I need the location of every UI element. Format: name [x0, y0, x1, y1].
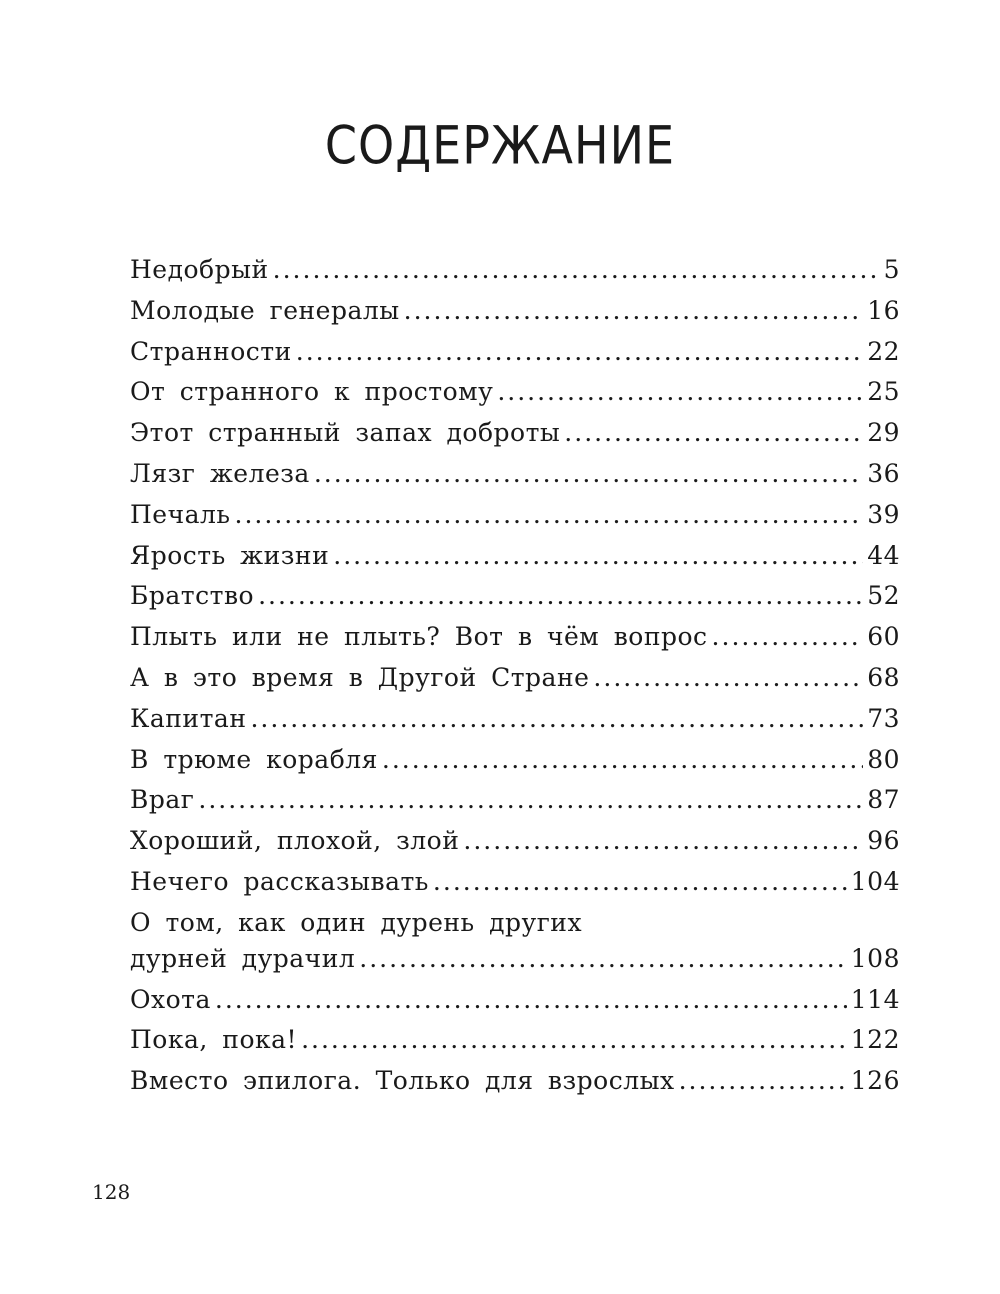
page-number: 128 [92, 1180, 131, 1204]
toc-entry-page: 25 [867, 377, 900, 407]
toc-leader-dots [463, 826, 863, 855]
toc-leader-dots [198, 785, 863, 814]
toc-entry [130, 337, 900, 378]
toc-leader-dots [314, 459, 863, 488]
toc-entry [130, 418, 900, 459]
toc-entry-title: Капитан [130, 703, 247, 733]
toc-entry-title: Плыть или не плыть? Вот в чём вопрос [130, 622, 708, 652]
toc-entry-title: Братство [130, 581, 255, 611]
toc-leader-dots [296, 337, 863, 366]
toc-entry [130, 785, 900, 826]
toc-entry [130, 459, 900, 500]
toc-leader-dots [382, 745, 863, 774]
toc-entry-page: 87 [867, 785, 900, 815]
toc-entry-page: 44 [867, 540, 900, 570]
toc-entry-page: 60 [867, 622, 900, 652]
toc-entry-title: дурней дурачил [130, 943, 356, 973]
toc-entry-page: 122 [850, 1025, 900, 1055]
toc-entry-page: 126 [850, 1066, 900, 1096]
toc-entry-title: А в это время в Другой Стране [130, 662, 590, 692]
toc-entry-page: 29 [867, 418, 900, 448]
toc-entry-title: Молодые генералы [130, 295, 400, 325]
toc-leader-dots [404, 296, 864, 325]
toc-entry [130, 541, 900, 582]
toc-entry [130, 908, 900, 985]
toc-entry-title: Враг [130, 785, 195, 815]
toc-leader-dots [593, 663, 863, 692]
toc-entry-page: 52 [867, 581, 900, 611]
toc-entry [130, 581, 900, 622]
toc-entry [130, 296, 900, 337]
toc-entry-page: 96 [867, 826, 900, 856]
toc-entry-page: 108 [850, 943, 900, 973]
toc-entry [130, 1025, 900, 1066]
toc-entry [130, 826, 900, 867]
toc-leader-dots [250, 704, 863, 733]
toc-entry-title: Охота [130, 984, 211, 1014]
toc-entry [130, 255, 900, 296]
toc-entry [130, 500, 900, 541]
toc-entry-title: Вместо эпилога. Только для взрослых [130, 1066, 675, 1096]
toc-entry [130, 985, 900, 1026]
toc-entry [130, 377, 900, 418]
toc-entry [130, 663, 900, 704]
toc-leader-dots [359, 944, 847, 973]
toc-leader-dots [301, 1025, 847, 1054]
toc-entry-page: 68 [867, 662, 900, 692]
toc-entry-title: Хороший, плохой, злой [130, 826, 460, 856]
toc-leader-dots [333, 541, 863, 570]
toc-entry-title: Ярость жизни [130, 540, 330, 570]
toc-leader-dots [679, 1066, 847, 1095]
toc-leader-dots [258, 581, 863, 610]
toc-entry-title: Этот странный запах доброты [130, 418, 561, 448]
toc-entry [130, 745, 900, 786]
toc-leader-dots [433, 867, 847, 896]
page-title: СОДЕРЖАНИЕ [324, 113, 676, 177]
table-of-contents [130, 255, 900, 1107]
toc-entry-title: Странности [130, 336, 292, 366]
toc-entry-page: 80 [867, 744, 900, 774]
toc-leader-dots [273, 255, 880, 284]
toc-entry-page: 5 [883, 255, 900, 284]
toc-entry-title: Нечего рассказывать [130, 866, 429, 896]
toc-entry-page: 22 [867, 336, 900, 366]
toc-entry-page: 104 [850, 866, 900, 896]
toc-entry-title: От странного к простому [130, 377, 494, 407]
toc-entry-page: 16 [867, 295, 900, 325]
toc-entry [130, 622, 900, 663]
toc-entry-page: 36 [867, 458, 900, 488]
toc-entry-title-line1: О том, как один дурень других [130, 907, 583, 937]
toc-entry-page: 114 [850, 984, 900, 1014]
toc-entry-title: Печаль [130, 499, 231, 529]
toc-entry-page: 73 [867, 703, 900, 733]
toc-leader-dots [564, 418, 863, 447]
toc-entry-title: Пока, пока! [130, 1025, 298, 1055]
toc-leader-dots [215, 985, 847, 1014]
toc-entry [130, 1066, 900, 1107]
toc-entry-title: Лязг железа [130, 458, 310, 488]
toc-entry [130, 704, 900, 745]
toc-leader-dots [497, 377, 863, 406]
toc-leader-dots [712, 622, 864, 651]
toc-entry [130, 867, 900, 908]
toc-leader-dots [235, 500, 864, 529]
toc-entry-page: 39 [867, 499, 900, 529]
toc-entry-title: Недобрый [130, 255, 269, 284]
toc-entry-title: В трюме корабля [130, 744, 378, 774]
